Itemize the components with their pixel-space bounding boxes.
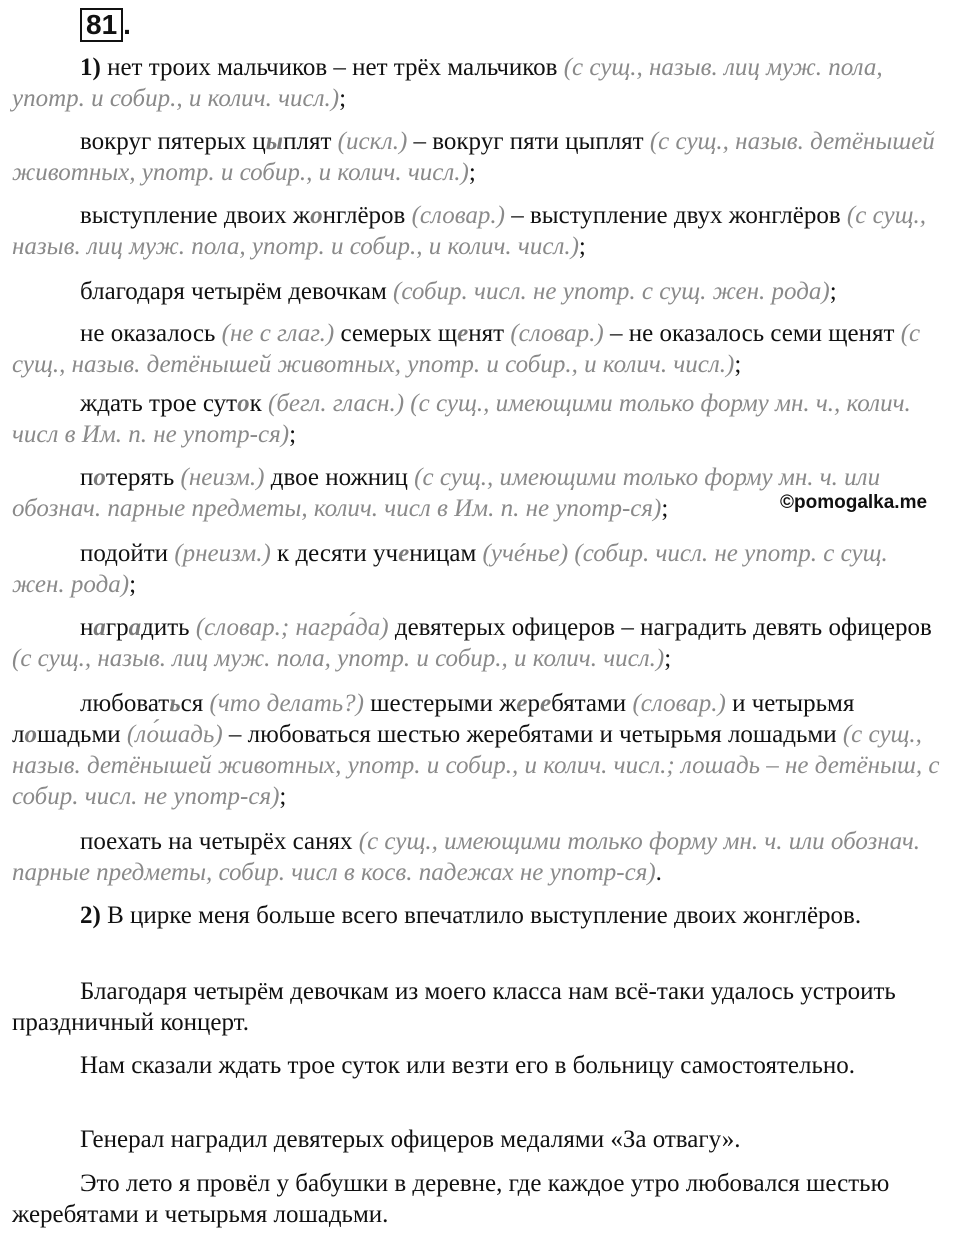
entry-9: наградить (словар.; награ́да) девятерых офицеров – наградить девять офицеров (с сущ., назыв. лиц муж. пола, употр. и собир., и колич. числ.); — [12, 614, 932, 672]
sentence-1: 2) В цирке меня больше всего впечатлило выступление двоих жонглёров. — [80, 902, 862, 929]
entry-4: благодаря четырём девочкам (собир. числ. не употр. с сущ. жен. рода); — [80, 278, 837, 305]
entry-3: выступление двоих жонглёров (словар.) – выступление двух жонглёров (с сущ., назыв. лиц муж. пола, употр. и собир., и колич. числ.); — [12, 202, 926, 260]
entry-5: не оказалось (не с глаг.) семерых щенят (словар.) – не оказалось семи щенят (с сущ., назыв. детёнышей животных, употр. и собир., и колич. числ.); — [12, 320, 921, 378]
exercise-number: 81 . — [80, 8, 131, 42]
entry-8: подойти (рнеизм.) к десяти ученицам (учéнье) (собир. числ. не употр. с сущ. жен. рода); — [12, 540, 888, 598]
sentence-2: Благодаря четырём девочкам из моего класса нам всё-таки удалось устроить праздничный концерт. — [12, 978, 896, 1036]
entry-7: потерять (неизм.) двое ножниц (с сущ., имеющими только форму мн. ч. или обознач. парные предметы, колич. числ в Им. п. не употр-ся); — [12, 464, 881, 522]
exercise-number-box: 81 — [80, 8, 123, 42]
entry-10: любоваться (что делать?) шестерыми жеребятами (словар.) и четырьмя лошадьми (ло́шадь) – любоваться шестью жеребятами и четырьмя лошадьми (с сущ., назыв. детёнышей животных, употр. и собир., и колич. числ.; лошадь – не детёныш, с собир. числ. не употр-ся); — [12, 690, 940, 810]
sentence-3: Нам сказали ждать трое суток или везти его в больницу самостоятельно. — [80, 1052, 855, 1079]
entry-1: 1) нет троих мальчиков – нет трёх мальчиков (с сущ., назыв. лиц муж. пола, употр. и собир., и колич. числ.); — [12, 54, 883, 112]
entry-2: вокруг пятерых цыплят (искл.) – вокруг пяти цыплят (с сущ., назыв. детёнышей животных, употр. и собир., и колич. числ.); — [12, 128, 935, 186]
watermark: ©pomogalka.me — [780, 492, 928, 513]
sentence-5: Это лето я провёл у бабушки в деревне, где каждое утро любовался шестью жеребятами и четырьмя лошадьми. — [12, 1170, 890, 1228]
entry-6: ждать трое суток (бегл. гласн.) (с сущ., имеющими только форму мн. ч., колич. числ в Им. п. не употр-ся); — [12, 390, 911, 448]
sentence-4: Генерал наградил девятерых офицеров медалями «За отвагу». — [80, 1126, 741, 1153]
entry-11: поехать на четырёх санях (с сущ., имеющими только форму мн. ч. или обознач. парные предметы, собир. числ в косв. падежах не употр-ся). — [12, 828, 921, 886]
